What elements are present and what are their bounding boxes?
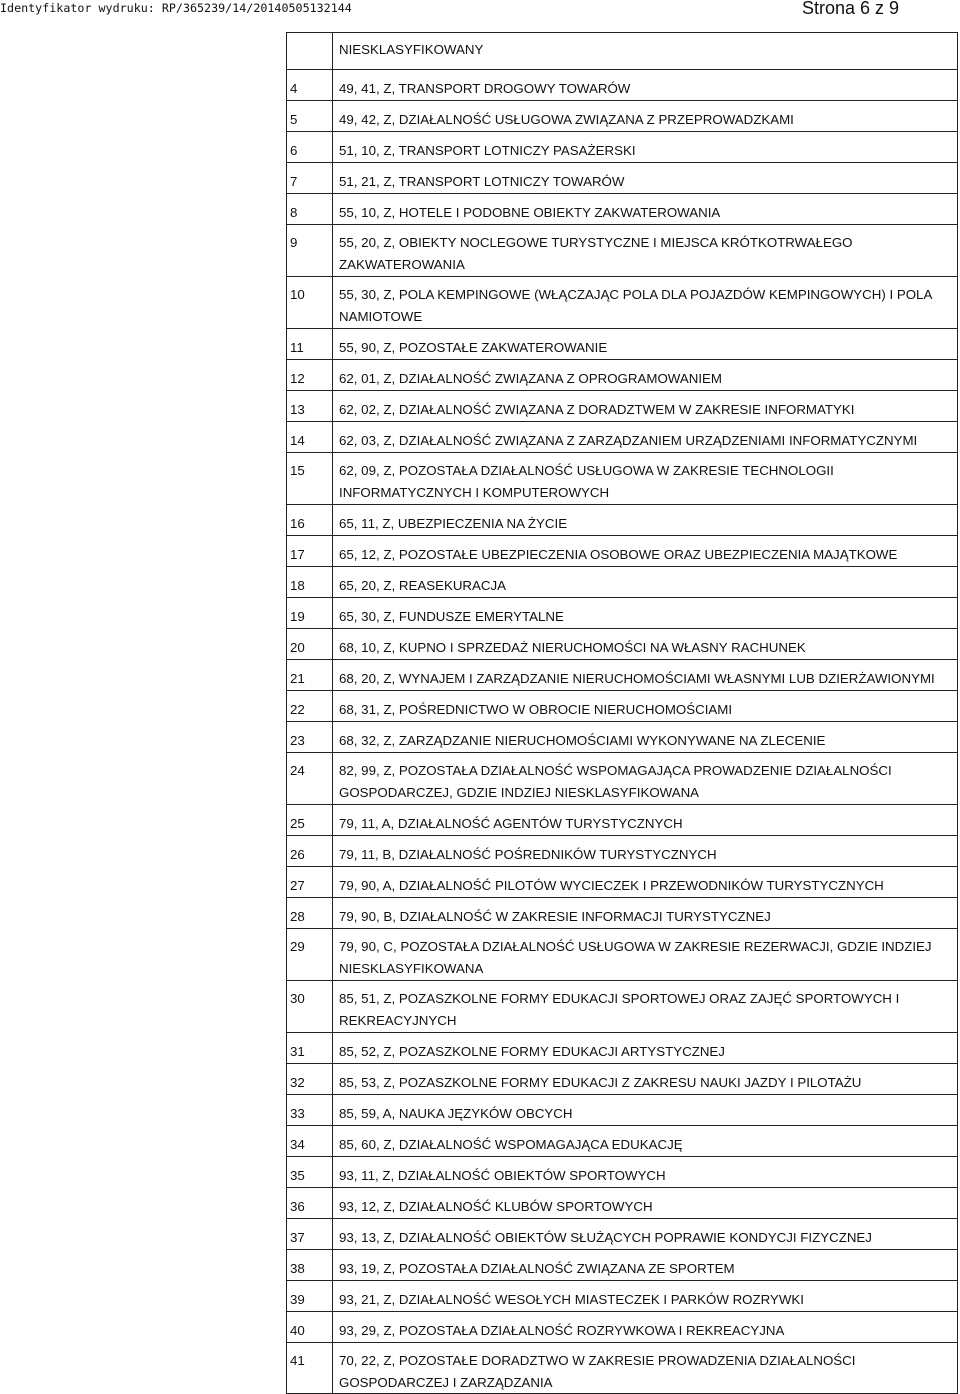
activity-description xyxy=(333,101,957,131)
activity-row xyxy=(287,1219,957,1250)
description-line: 68, 10, Z, KUPNO I SPRZEDAŻ NIERUCHOMOŚCI NA WŁASNY RACHUNEK xyxy=(339,640,806,655)
description-line: 65, 20, Z, REASEKURACJA xyxy=(339,578,507,593)
activity-description xyxy=(333,598,957,628)
activity-row xyxy=(287,70,957,101)
activity-row xyxy=(287,836,957,867)
activity-description xyxy=(333,505,957,535)
activity-description xyxy=(333,981,957,1032)
description-line: GOSPODARCZEJ, GDZIE INDZIEJ NIESKLASYFIKOWANA xyxy=(339,785,700,800)
activity-number: 39 xyxy=(287,1281,333,1311)
description-line: GOSPODARCZEJ I ZARZĄDZANIA xyxy=(339,1375,553,1390)
description-line: 62, 09, Z, POZOSTAŁA DZIAŁALNOŚĆ USŁUGOWA W ZAKRESIE TECHNOLOGII xyxy=(339,463,834,478)
description-line: 85, 53, Z, POZASZKOLNE FORMY EDUKACJI Z ZAKRESU NAUKI JAZDY I PILOTAŻU xyxy=(339,1075,862,1090)
description-line: 55, 30, Z, POLA KEMPINGOWE (WŁĄCZAJĄC POLA DLA POJAZDÓW KEMPINGOWYCH) I POLA xyxy=(339,287,933,302)
activity-row xyxy=(287,1126,957,1157)
activity-number: 13 xyxy=(287,391,333,421)
activity-row xyxy=(287,1157,957,1188)
activity-description xyxy=(333,163,957,193)
activity-description xyxy=(333,722,957,752)
activity-number: 27 xyxy=(287,867,333,897)
activity-description xyxy=(333,225,957,276)
activity-row xyxy=(287,194,957,225)
activity-number: 14 xyxy=(287,422,333,452)
description-line: ZAKWATEROWANIA xyxy=(339,257,465,272)
description-line: 79, 11, B, DZIAŁALNOŚĆ POŚREDNIKÓW TURYSTYCZNYCH xyxy=(339,847,717,862)
description-line: 85, 52, Z, POZASZKOLNE FORMY EDUKACJI ARTYSTYCZNEJ xyxy=(339,1044,725,1059)
activity-number: 22 xyxy=(287,691,333,721)
activity-number: 37 xyxy=(287,1219,333,1249)
activity-row xyxy=(287,1064,957,1095)
activity-row xyxy=(287,722,957,753)
activity-description xyxy=(333,1157,957,1187)
activity-row xyxy=(287,1033,957,1064)
activity-description xyxy=(333,536,957,566)
activity-number: 36 xyxy=(287,1188,333,1218)
activity-number: 26 xyxy=(287,836,333,866)
activity-number: 8 xyxy=(287,194,333,224)
description-line: 85, 60, Z, DZIAŁALNOŚĆ WSPOMAGAJĄCA EDUKACJĘ xyxy=(339,1137,683,1152)
activity-number: 17 xyxy=(287,536,333,566)
description-line: 79, 90, C, POZOSTAŁA DZIAŁALNOŚĆ USŁUGOWA W ZAKRESIE REZERWACJI, GDZIE INDZIEJ xyxy=(339,939,932,954)
description-line: 55, 20, Z, OBIEKTY NOCLEGOWE TURYSTYCZNE I MIEJSCA KRÓTKOTRWAŁEGO xyxy=(339,235,853,250)
activity-description xyxy=(333,1219,957,1249)
activity-row xyxy=(287,567,957,598)
activity-description xyxy=(333,629,957,659)
description-line: 65, 11, Z, UBEZPIECZENIA NA ŻYCIE xyxy=(339,516,568,531)
activity-number xyxy=(287,33,333,69)
activity-number: 25 xyxy=(287,805,333,835)
activity-description xyxy=(333,691,957,721)
activity-row xyxy=(287,360,957,391)
description-line: 68, 20, Z, WYNAJEM I ZARZĄDZANIE NIERUCHOMOŚCIAMI WŁASNYMI LUB DZIERŻAWIONYMI xyxy=(339,671,935,686)
activity-description xyxy=(333,453,957,504)
activity-description xyxy=(333,194,957,224)
activity-number: 10 xyxy=(287,277,333,328)
description-line: 51, 10, Z, TRANSPORT LOTNICZY PASAŻERSKI xyxy=(339,143,636,158)
description-line: REKREACYJNYCH xyxy=(339,1013,457,1028)
activity-number: 34 xyxy=(287,1126,333,1156)
activity-number: 31 xyxy=(287,1033,333,1063)
description-line: 62, 03, Z, DZIAŁALNOŚĆ ZWIĄZANA Z ZARZĄDZANIEM URZĄDZENIAMI INFORMATYCZNYMI xyxy=(339,433,918,448)
description-line: 82, 99, Z, POZOSTAŁA DZIAŁALNOŚĆ WSPOMAGAJĄCA PROWADZENIE DZIAŁALNOŚCI xyxy=(339,763,892,778)
activity-row xyxy=(287,225,957,277)
activity-row xyxy=(287,660,957,691)
activity-row xyxy=(287,505,957,536)
activity-row xyxy=(287,753,957,805)
activity-description xyxy=(333,1343,957,1393)
description-line: 93, 29, Z, POZOSTAŁA DZIAŁALNOŚĆ ROZRYWKOWA I REKREACYJNA xyxy=(339,1323,785,1338)
activity-row xyxy=(287,453,957,505)
activity-number: 7 xyxy=(287,163,333,193)
activity-description xyxy=(333,329,957,359)
description-line: 70, 22, Z, POZOSTAŁE DORADZTWO W ZAKRESIE PROWADZENIA DZIAŁALNOŚCI xyxy=(339,1353,856,1368)
activity-number: 40 xyxy=(287,1312,333,1342)
activity-description xyxy=(333,132,957,162)
activity-number: 41 xyxy=(287,1343,333,1393)
activity-description xyxy=(333,1188,957,1218)
activity-number: 23 xyxy=(287,722,333,752)
activity-number: 29 xyxy=(287,929,333,980)
activity-number: 19 xyxy=(287,598,333,628)
activity-row xyxy=(287,536,957,567)
activity-description xyxy=(333,33,957,69)
activity-description xyxy=(333,1095,957,1125)
description-line: INFORMATYCZNYCH I KOMPUTEROWYCH xyxy=(339,485,610,500)
print-identifier: Identyfikator wydruku: RP/365239/14/20140505132144 xyxy=(0,1,352,15)
description-line: 55, 90, Z, POZOSTAŁE ZAKWATEROWANIE xyxy=(339,340,608,355)
activity-description xyxy=(333,391,957,421)
description-line: 79, 11, A, DZIAŁALNOŚĆ AGENTÓW TURYSTYCZNYCH xyxy=(339,816,683,831)
activity-row xyxy=(287,629,957,660)
activity-number: 9 xyxy=(287,225,333,276)
activity-row xyxy=(287,805,957,836)
activity-number: 32 xyxy=(287,1064,333,1094)
activity-number: 18 xyxy=(287,567,333,597)
description-line: 93, 21, Z, DZIAŁALNOŚĆ WESOŁYCH MIASTECZEK I PARKÓW ROZRYWKI xyxy=(339,1292,804,1307)
activity-row xyxy=(287,163,957,194)
activity-description xyxy=(333,836,957,866)
activity-row xyxy=(287,277,957,329)
description-line: 65, 30, Z, FUNDUSZE EMERYTALNE xyxy=(339,609,564,624)
activity-number: 5 xyxy=(287,101,333,131)
description-line: 93, 12, Z, DZIAŁALNOŚĆ KLUBÓW SPORTOWYCH xyxy=(339,1199,653,1214)
activity-row xyxy=(287,898,957,929)
activity-row xyxy=(287,598,957,629)
activity-number: 20 xyxy=(287,629,333,659)
activity-description xyxy=(333,929,957,980)
activity-description xyxy=(333,1126,957,1156)
description-line: 68, 32, Z, ZARZĄDZANIE NIERUCHOMOŚCIAMI WYKONYWANE NA ZLECENIE xyxy=(339,733,826,748)
activity-description xyxy=(333,867,957,897)
description-line: 51, 21, Z, TRANSPORT LOTNICZY TOWARÓW xyxy=(339,174,625,189)
description-line: 85, 59, A, NAUKA JĘZYKÓW OBCYCH xyxy=(339,1106,573,1121)
activity-number: 16 xyxy=(287,505,333,535)
activity-number: 30 xyxy=(287,981,333,1032)
description-line: 85, 51, Z, POZASZKOLNE FORMY EDUKACJI SPORTOWEJ ORAZ ZAJĘĆ SPORTOWYCH I xyxy=(339,991,900,1006)
description-line: NIESKLASYFIKOWANY xyxy=(339,42,484,57)
page-number: Strona 6 z 9 xyxy=(801,0,899,18)
description-line: 68, 31, Z, POŚREDNICTWO W OBROCIE NIERUCHOMOŚCIAMI xyxy=(339,702,733,717)
activity-row xyxy=(287,1312,957,1343)
activity-description xyxy=(333,805,957,835)
activity-row xyxy=(287,1281,957,1312)
description-line: 79, 90, A, DZIAŁALNOŚĆ PILOTÓW WYCIECZEK I PRZEWODNIKÓW TURYSTYCZNYCH xyxy=(339,878,884,893)
activity-row xyxy=(287,1188,957,1219)
description-line: 49, 42, Z, DZIAŁALNOŚĆ USŁUGOWA ZWIĄZANA Z PRZEPROWADZKAMI xyxy=(339,112,794,127)
activity-description xyxy=(333,1250,957,1280)
activity-number: 28 xyxy=(287,898,333,928)
activity-row xyxy=(287,101,957,132)
description-line: 55, 10, Z, HOTELE I PODOBNE OBIEKTY ZAKWATEROWANIA xyxy=(339,205,721,220)
activity-row xyxy=(287,329,957,360)
description-line: 62, 01, Z, DZIAŁALNOŚĆ ZWIĄZANA Z OPROGRAMOWANIEM xyxy=(339,371,722,386)
activity-description xyxy=(333,360,957,390)
activity-number: 33 xyxy=(287,1095,333,1125)
activity-number: 24 xyxy=(287,753,333,804)
activity-table xyxy=(286,32,958,1394)
activity-number: 38 xyxy=(287,1250,333,1280)
activity-row xyxy=(287,1343,957,1394)
activity-description xyxy=(333,1281,957,1311)
activity-row xyxy=(287,391,957,422)
description-line: 65, 12, Z, POZOSTAŁE UBEZPIECZENIA OSOBOWE ORAZ UBEZPIECZENIA MAJĄTKOWE xyxy=(339,547,898,562)
activity-row xyxy=(287,422,957,453)
activity-number: 15 xyxy=(287,453,333,504)
activity-description xyxy=(333,70,957,100)
activity-description xyxy=(333,567,957,597)
activity-number: 21 xyxy=(287,660,333,690)
description-line: 79, 90, B, DZIAŁALNOŚĆ W ZAKRESIE INFORMACJI TURYSTYCZNEJ xyxy=(339,909,771,924)
activity-row xyxy=(287,981,957,1033)
activity-row xyxy=(287,1250,957,1281)
description-line: 49, 41, Z, TRANSPORT DROGOWY TOWARÓW xyxy=(339,81,631,96)
activity-description xyxy=(333,1312,957,1342)
activity-description xyxy=(333,1064,957,1094)
activity-number: 12 xyxy=(287,360,333,390)
activity-row xyxy=(287,929,957,981)
activity-number: 35 xyxy=(287,1157,333,1187)
activity-row-continuation xyxy=(287,33,957,70)
description-line: 62, 02, Z, DZIAŁALNOŚĆ ZWIĄZANA Z DORADZTWEM W ZAKRESIE INFORMATYKI xyxy=(339,402,855,417)
activity-row xyxy=(287,691,957,722)
activity-number: 11 xyxy=(287,329,333,359)
activity-number: 4 xyxy=(287,70,333,100)
description-line: NAMIOTOWE xyxy=(339,309,423,324)
description-line: 93, 11, Z, DZIAŁALNOŚĆ OBIEKTÓW SPORTOWYCH xyxy=(339,1168,666,1183)
activity-description xyxy=(333,898,957,928)
activity-description xyxy=(333,1033,957,1063)
activity-number: 6 xyxy=(287,132,333,162)
description-line: 93, 19, Z, POZOSTAŁA DZIAŁALNOŚĆ ZWIĄZANA ZE SPORTEM xyxy=(339,1261,735,1276)
description-line: NIESKLASYFIKOWANA xyxy=(339,961,484,976)
activity-description xyxy=(333,753,957,804)
activity-row xyxy=(287,132,957,163)
activity-description xyxy=(333,422,957,452)
activity-row xyxy=(287,1095,957,1126)
activity-row xyxy=(287,867,957,898)
activity-description xyxy=(333,277,957,328)
description-line: 93, 13, Z, DZIAŁALNOŚĆ OBIEKTÓW SŁUŻĄCYCH POPRAWIE KONDYCJI FIZYCZNEJ xyxy=(339,1230,872,1245)
activity-description xyxy=(333,660,957,690)
